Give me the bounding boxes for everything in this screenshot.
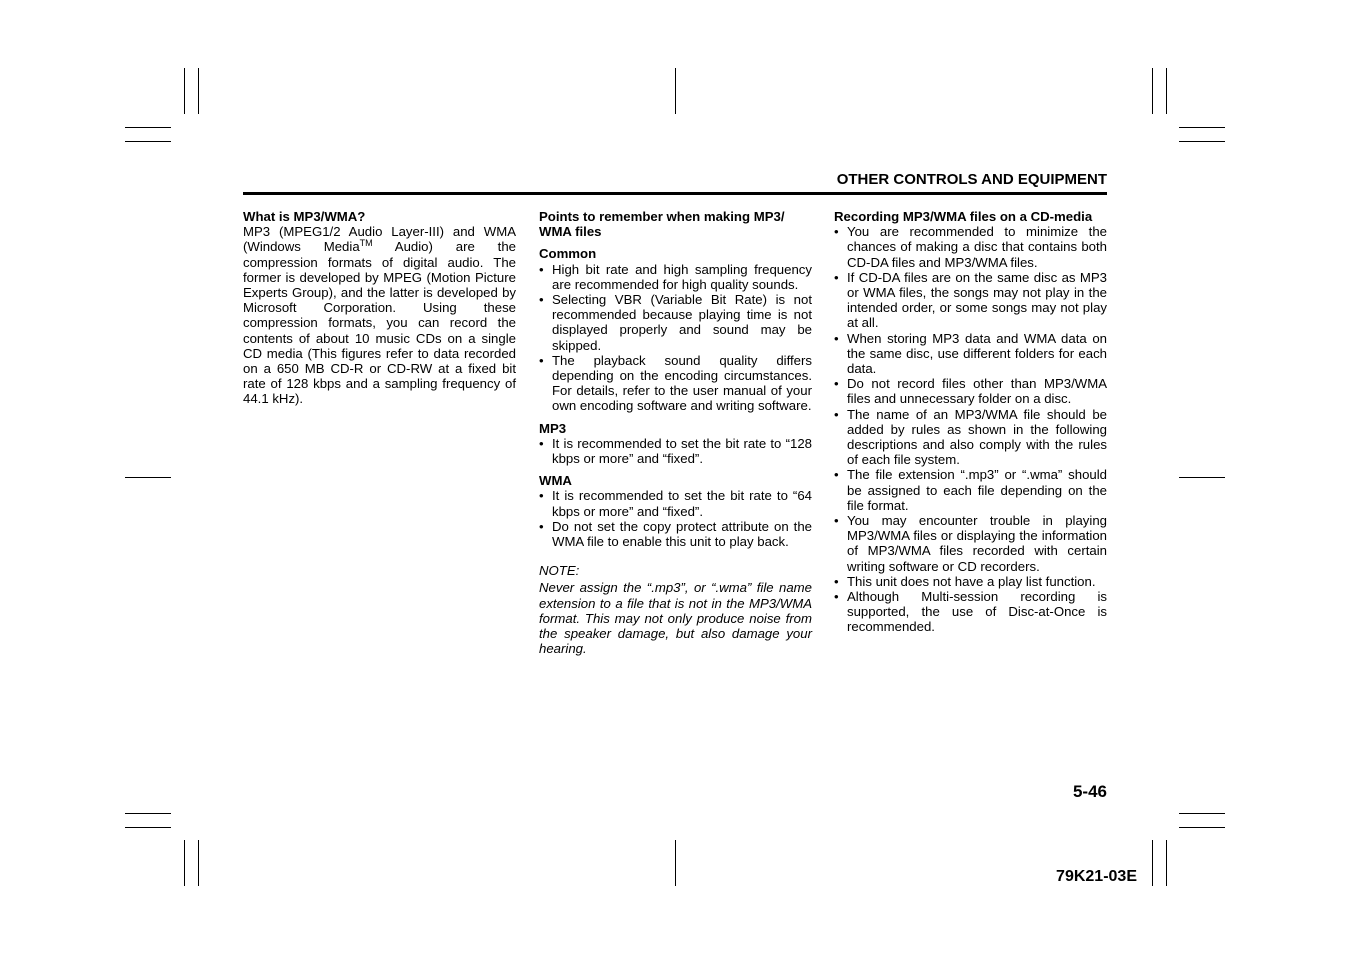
list-item: • If CD-DA files are on the same disc as MP3 or WMA files, the songs may not play in the intended order, or some songs may not play at all. [834, 270, 1107, 331]
crop-mark [125, 141, 171, 142]
crop-mark [198, 68, 199, 114]
crop-mark [125, 127, 171, 128]
list-item: • Selecting VBR (Variable Bit Rate) is not recommended because playing time is not displayed properly and sound may be skipped. [539, 292, 812, 353]
intro-paragraph [243, 224, 516, 406]
subheading-wma: WMA [539, 473, 572, 489]
crop-mark [1179, 127, 1225, 128]
crop-mark [675, 68, 676, 114]
crop-mark [184, 840, 185, 886]
list-item: • This unit does not have a play list function. [834, 574, 1107, 589]
wma-list [539, 488, 812, 549]
list-item: • When storing MP3 data and WMA data on the same disc, use different folders for each data. [834, 331, 1107, 377]
list-item: • You may encounter trouble in playing MP3/WMA files or displaying the information of MP3/WMA files recorded with certain writing software or CD recorders. [834, 513, 1107, 574]
intro-text-end: Audio) are the compression formats of digital audio. The former is developed by MPEG (Motion Picture Experts Group), and the latter is developed by Microsoft Corporation. Using these compression formats, you can record the contents of about 10 music CDs on a single CD media (This figures refer to data recorded on a 650 MB CD-R or CD-RW at a fixed bit rate of 128 kbps and a sampling frequency of 44.1 kHz). [243, 239, 516, 407]
crop-mark [1152, 68, 1153, 114]
list-item: • The name of an MP3/WMA file should be added by rules as shown in the following descriptions and also comply with the rules of each file system. [834, 407, 1107, 468]
subheading-common: Common [539, 246, 597, 262]
list-item: • It is recommended to set the bit rate to “64 kbps or more” and “fixed”. [539, 488, 812, 518]
column-recording-files [834, 209, 1107, 635]
heading-what-is-mp3-wma: What is MP3/WMA? [243, 209, 366, 224]
section-title: OTHER CONTROLS AND EQUIPMENT [836, 171, 1107, 188]
crop-mark [125, 813, 171, 814]
intro-text-start: MP3 (MPEG1/2 Audio Layer-III) and WMA (Windows Media [243, 224, 516, 255]
document-code: 79K21-03E [1056, 868, 1137, 885]
subheading-mp3: MP3 [539, 420, 567, 436]
note-text: Never assign the “.mp3”, or “.wma” file name extension to a file that is not in the MP3/WMA format. This may not only produce noise from the speaker damage, but also damage your hearing. [539, 580, 812, 657]
list-item: • Do not record files other than MP3/WMA files and unnecessary folder on a disc. [834, 376, 1107, 406]
list-item: • Although Multi-session recording is supported, the use of Disc-at-Once is recommended. [834, 589, 1107, 635]
crop-mark [1179, 477, 1225, 478]
crop-mark [1166, 840, 1167, 886]
note-label: NOTE: [539, 563, 580, 579]
page-number: 5-46 [1072, 782, 1107, 801]
crop-mark [125, 827, 171, 828]
heading-recording-files: Recording MP3/WMA files on a CD-media [834, 209, 1093, 224]
list-item: • Do not set the copy protect attribute on the WMA file to enable this unit to play back. [539, 519, 812, 549]
crop-mark [198, 840, 199, 886]
heading-points-to-remember: Points to remember when making MP3/ WMA files [539, 209, 785, 240]
common-list [539, 262, 812, 414]
crop-mark [1179, 827, 1225, 828]
crop-mark [1166, 68, 1167, 114]
crop-mark [1179, 141, 1225, 142]
list-item: • High bit rate and high sampling frequency are recommended for high quality sounds. [539, 262, 812, 292]
column-points-to-remember [539, 209, 812, 656]
header-rule [243, 192, 1107, 195]
crop-mark [125, 477, 171, 478]
trademark-superscript: TM [359, 238, 373, 249]
mp3-list [539, 436, 812, 466]
crop-mark [184, 68, 185, 114]
list-item: • It is recommended to set the bit rate to “128 kbps or more” and “fixed”. [539, 436, 812, 466]
list-item: • You are recommended to minimize the chances of making a disc that contains both CD-DA files and MP3/WMA files. [834, 224, 1107, 270]
recording-list [834, 224, 1107, 634]
column-what-is-mp3-wma [243, 209, 516, 407]
crop-mark [675, 840, 676, 886]
list-item: • The playback sound quality differs depending on the encoding circumstances. For details, refer to the user manual of your own encoding software and writing software. [539, 353, 812, 414]
list-item: • The file extension “.mp3” or “.wma” should be assigned to each file depending on the file format. [834, 467, 1107, 513]
crop-mark [1152, 840, 1153, 886]
crop-mark [1179, 813, 1225, 814]
